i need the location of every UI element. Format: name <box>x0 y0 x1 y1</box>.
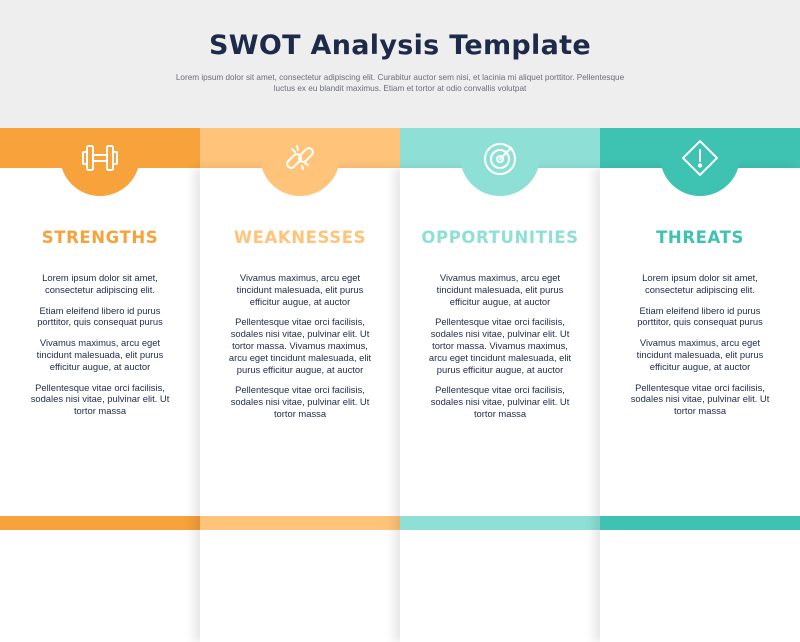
warning-sign-icon <box>680 138 720 178</box>
paragraph: Pellentesque vitae orci facilisis, sodales nisi vitae, pulvinar elit. Ut tortor massa <box>630 381 770 417</box>
paragraph: Vivamus maximus, arcu eget tincidunt malesuada, elit purus efficitur augue, at auctor <box>436 272 564 307</box>
swot-column-weaknesses <box>200 128 400 530</box>
paragraph: Vivamus maximus, arcu eget tincidunt malesuada, elit purus efficitur augue, at auctor <box>636 337 764 372</box>
heading-strengths: STRENGTHS <box>41 228 159 247</box>
column-body <box>628 272 772 426</box>
heading-opportunities: OPPORTUNITIES <box>421 228 579 247</box>
heading-weaknesses: WEAKNESSES <box>233 228 367 247</box>
column-body <box>228 272 372 429</box>
target-icon <box>480 138 520 178</box>
color-footer <box>200 516 400 530</box>
swot-column-strengths <box>0 128 200 530</box>
paragraph: Etiam eleifend libero id purus porttitor, quis consequat purus <box>37 304 163 328</box>
paragraph: Lorem ipsum dolor sit amet, consectetur adipiscing elit. <box>642 272 758 295</box>
color-footer <box>600 516 800 530</box>
paragraph: Vivamus maximus, arcu eget tincidunt malesuada, elit purus efficitur augue, at auctor <box>236 272 364 307</box>
paragraph: Pellentesque vitae orci facilisis, sodales nisi vitae, pulvinar elit. Ut tortor massa. Vivamus maximus, arcu eget tincidunt malesuada, elit purus efficitur augue, at auctor <box>428 316 572 375</box>
paragraph: Pellentesque vitae orci facilisis, sodales nisi vitae, pulvinar elit. Ut tortor massa. Vivamus maximus, arcu eget tincidunt malesuada, elit purus efficitur augue, at auctor <box>228 316 372 375</box>
page-title: SWOT Analysis Template <box>209 30 591 61</box>
broken-chain-icon <box>280 138 320 178</box>
paragraph: Lorem ipsum dolor sit amet, consectetur adipiscing elit. <box>42 272 158 295</box>
page-subtitle: Lorem ipsum dolor sit amet, consectetur adipiscing elit. Curabitur auctor sem nisi, et lacinia mi aliquet porttitor. Pellentesque luctus ex eu blandit maximus. Etiam et tortor at odio convallis volutpat <box>175 73 625 93</box>
paragraph: Pellentesque vitae orci facilisis, sodales nisi vitae, pulvinar elit. Ut tortor massa <box>430 384 570 419</box>
color-footer <box>400 516 600 530</box>
header <box>0 0 800 128</box>
column-body <box>28 272 172 426</box>
swot-column-opportunities <box>400 128 600 530</box>
paragraph: Pellentesque vitae orci facilisis, sodales nisi vitae, pulvinar elit. Ut tortor massa <box>230 384 370 419</box>
color-footer <box>0 516 200 530</box>
column-body <box>428 272 572 429</box>
paragraph: Etiam eleifend libero id purus porttitor, quis consequat purus <box>637 304 763 328</box>
heading-threats: THREATS <box>656 228 744 247</box>
swot-column-threats <box>600 128 800 530</box>
paragraph: Pellentesque vitae orci facilisis, sodales nisi vitae, pulvinar elit. Ut tortor massa <box>30 381 170 417</box>
paragraph: Vivamus maximus, arcu eget tincidunt malesuada, elit purus efficitur augue, at auctor <box>36 337 164 372</box>
dumbbell-icon <box>80 138 120 178</box>
